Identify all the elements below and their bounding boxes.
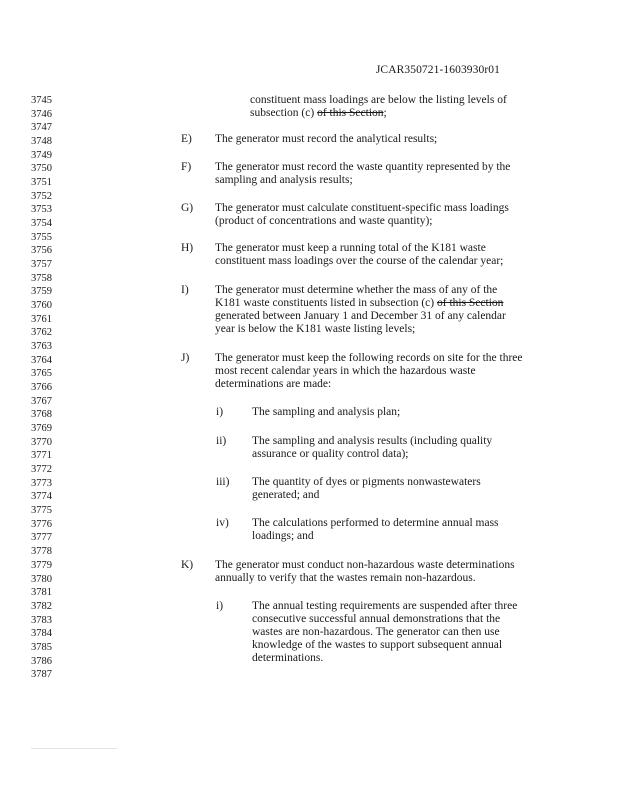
continuation-text: constituent mass loadings are below the listing levels of subsection (c) of this Section; [250, 94, 507, 119]
line-number: 3778 [31, 546, 52, 558]
line-number: 3748 [31, 136, 52, 147]
subitem-label-j-iii: iii) [216, 476, 230, 488]
item-e-text: The generator must record the analytical results; [215, 133, 438, 145]
item-label-i: I) [181, 284, 189, 296]
line-number: 3771 [31, 450, 52, 462]
item-label-e: E) [181, 133, 192, 145]
line-number: 3763 [31, 341, 52, 353]
line-number: 3758 [31, 272, 52, 284]
line-number: 3757 [31, 259, 52, 270]
line-number: 3750 [31, 163, 52, 175]
line-number: 3766 [31, 382, 52, 394]
line-number: 3765 [31, 368, 52, 380]
line-number: 3769 [31, 423, 52, 435]
line-number: 3776 [31, 518, 52, 530]
line-number: 3745 [31, 95, 52, 106]
line-number: 3759 [31, 286, 52, 298]
line-number: 3782 [31, 600, 52, 612]
line-number: 3751 [31, 177, 52, 188]
subitem-label-j-i: i) [216, 406, 224, 418]
line-number: 3753 [31, 204, 52, 216]
line-number: 3775 [31, 505, 52, 517]
line-number: 3761 [31, 313, 52, 325]
line-number: 3779 [31, 559, 52, 571]
line-number: 3783 [31, 614, 52, 626]
subitem-k-i-text: The annual testing requirements are suspended after three consecutive successful annual demonstrations that the wastes are non-hazardous. The generator can then use knowledge of the wastes to support subsequent annual determinations. [252, 600, 518, 664]
subitem-label-j-ii: ii) [216, 435, 227, 447]
item-i-text: The generator must determine whether the mass of any of the K181 waste constituents listed in subsection (c) of this Section generated between January 1 and December 31 of any calendar year is below the K181 waste listing levels; [215, 284, 506, 335]
line-number: 3767 [31, 395, 52, 407]
line-number: 3747 [31, 122, 52, 134]
line-number: 3764 [31, 354, 52, 366]
line-number: 3781 [31, 587, 52, 599]
line-number: 3784 [31, 628, 52, 640]
subitem-j-iv-text: The calculations performed to determine annual mass loadings; and [252, 517, 499, 542]
line-number: 3786 [31, 655, 52, 667]
line-number: 3749 [31, 149, 52, 161]
item-h-text: The generator must keep a running total of the K181 waste constituent mass loadings over the course of the calendar year; [215, 242, 504, 267]
stricken-text: of this Section [436, 297, 504, 309]
subitem-label-j-iv: iv) [216, 517, 229, 529]
item-g-text: The generator must calculate constituent-specific mass loadings (product of concentrations and waste quantity); [215, 202, 509, 227]
subitem-j-ii-text: The sampling and analysis results (including quality assurance or quality control data); [252, 435, 493, 460]
subitem-label-k-i: i) [216, 600, 224, 612]
item-label-j: J) [181, 352, 190, 364]
line-number: 3755 [31, 231, 52, 243]
item-label-f: F) [181, 161, 192, 173]
stricken-text: of this Section [317, 107, 384, 119]
line-number: 3756 [31, 245, 52, 257]
subitem-j-i-text: The sampling and analysis plan; [252, 406, 401, 418]
subitem-j-iii-text: The quantity of dyes or pigments nonwastewaters generated; and [252, 476, 481, 501]
line-number: 3746 [31, 108, 52, 120]
line-number: 3780 [31, 573, 52, 585]
line-number: 3773 [31, 477, 52, 489]
line-number: 3785 [31, 641, 52, 653]
item-label-k: K) [181, 559, 194, 571]
line-number: 3787 [31, 669, 52, 681]
item-j-text: The generator must keep the following records on site for the three most recent calendar years in which the hazardous waste determinations are made: [215, 352, 523, 390]
item-label-g: G) [181, 202, 194, 214]
line-number: 3762 [31, 327, 52, 339]
line-number: 3772 [31, 464, 52, 476]
item-label-h: H) [181, 242, 194, 254]
line-number: 3752 [31, 190, 52, 202]
line-number: 3777 [31, 532, 52, 544]
line-number: 3754 [31, 218, 52, 229]
line-number: 3768 [31, 409, 52, 421]
item-k-text: The generator must conduct non-hazardous waste determinations annually to verify that the wastes remain non-hazardous. [215, 559, 515, 584]
line-number: 3760 [31, 300, 52, 312]
footer-rule [31, 748, 117, 749]
document-id: JCAR350721-1603930r01 [375, 64, 500, 76]
line-number: 3774 [31, 491, 52, 503]
item-f-text: The generator must record the waste quantity represented by the sampling and analysis results; [215, 161, 511, 186]
line-number: 3770 [31, 436, 52, 448]
